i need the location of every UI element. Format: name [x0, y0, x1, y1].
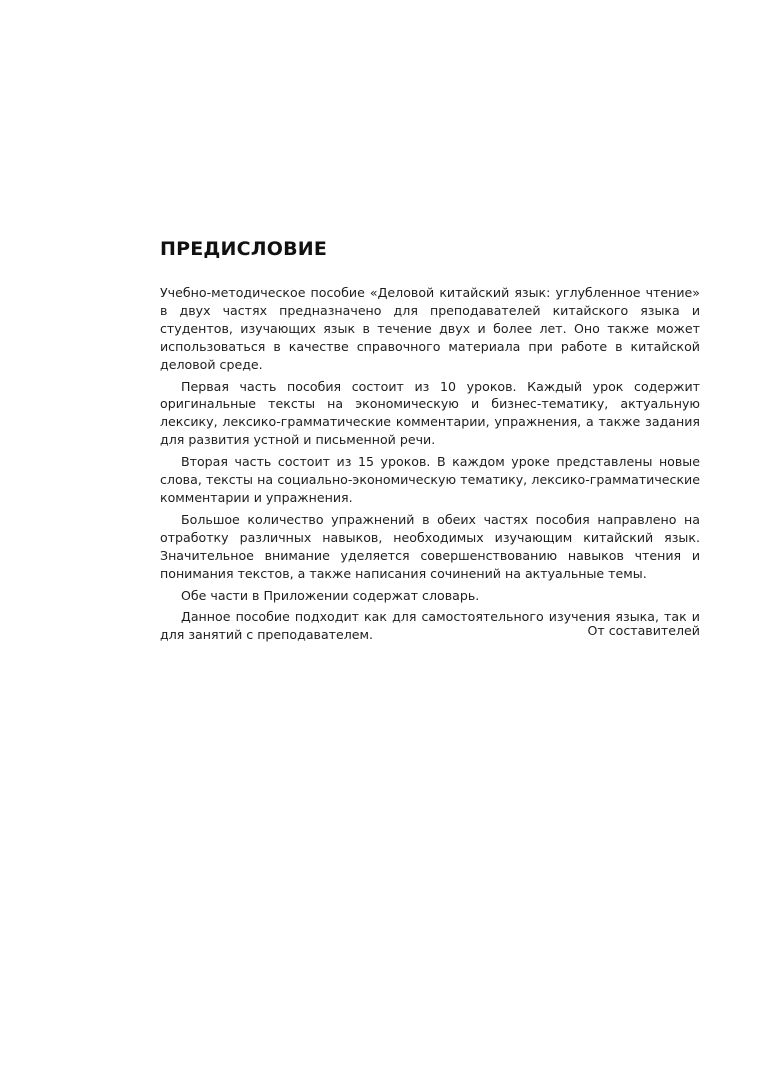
- preface-body: [160, 284, 700, 648]
- paragraph-usage: Данное пособие подходит как для самостоятельного изучения языка, так и для занятий с преподавателем.: [160, 609, 700, 643]
- paragraph-part-two: Вторая часть состоит из 15 уроков. В каждом уроке представлены новые слова, тексты на социально-экономическую тематику, лексико-грамматические комментарии и упражнения.: [160, 454, 700, 505]
- paragraph-exercises: Большое количество упражнений в обеих частях пособия направлено на отработку различных навыков, необходимых изучающим китайский язык. Значительное внимание уделяется совершенствованию навыков чтения и понимания текстов, а также написания сочинений на актуальные темы.: [160, 511, 700, 581]
- paragraph-appendix: Обе части в Приложении содержат словарь.: [181, 587, 480, 603]
- paragraph-intro: Учебно-методическое пособие «Деловой китайский язык: углубленное чтение» в двух частях предназначено для преподавателей китайского языка и студентов, изучающих язык в течение двух и более лет. Оно также может использоваться в качестве справочного материала при работе в китайской деловой среде.: [160, 285, 700, 372]
- paragraph-part-one: Первая часть пособия состоит из 10 уроков. Каждый урок содержит оригинальные тексты на экономическую и бизнес-тематику, актуальную лексику, лексико-грамматические комментарии, упражнения, а также задания для развития устной и письменной речи.: [160, 378, 700, 448]
- page-title: ПРЕДИСЛОВИЕ: [160, 238, 328, 260]
- signature: От составителей: [587, 623, 700, 638]
